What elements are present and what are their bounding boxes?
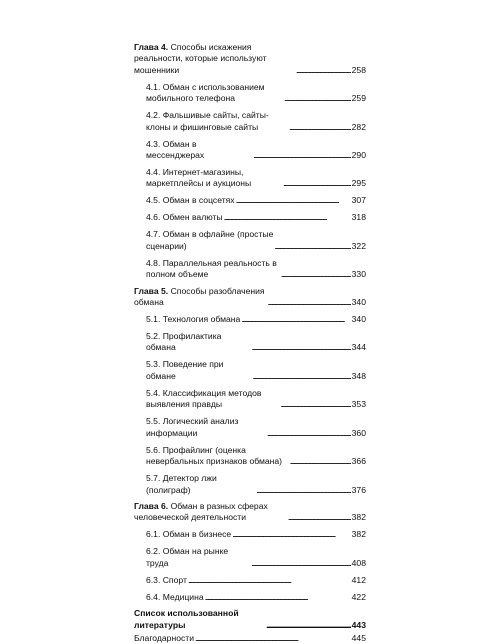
leader-dots (236, 195, 351, 206)
page-number: 307 (351, 195, 366, 206)
leader-dots (281, 269, 351, 280)
leader-dots (284, 93, 351, 104)
subitem-title: 4.3. Обман в мессенджерах (146, 138, 205, 161)
leader-dots (195, 633, 351, 644)
toc-subitem[interactable] (134, 445, 366, 468)
leader-dots (251, 558, 350, 569)
page-number: 290 (351, 150, 366, 161)
leader-dots (267, 428, 351, 439)
bibliography-entry[interactable] (134, 608, 366, 631)
subitem-title: 5.7. Детектор лжи (полиграф) (146, 473, 217, 495)
acknowledgements-title: Благодарности (134, 632, 195, 643)
subitem-title: 6.1. Обман в бизнесе (146, 529, 232, 540)
leader-dots (224, 212, 351, 223)
toc-subitem[interactable] (134, 212, 366, 223)
leader-dots (205, 592, 351, 603)
toc-subitem[interactable] (134, 359, 366, 382)
page-number: 282 (351, 121, 366, 132)
leader-dots (288, 512, 351, 523)
page-number: 382 (351, 512, 366, 523)
page-number: 340 (351, 314, 366, 325)
chapter-4-entry[interactable] (134, 42, 366, 76)
subitem-title: 5.1. Технология обмана (146, 314, 241, 325)
page-number: 330 (351, 269, 366, 280)
chapter-title: Глава 6. Обман в разных сферах человеческой деятельности (134, 500, 268, 523)
bibliography-title: Список использованной литературы (134, 608, 239, 630)
subitem-title: 4.8. Параллельная реальность в полном объеме (146, 257, 277, 280)
page-number: 408 (351, 557, 366, 568)
page-number: 445 (351, 632, 366, 643)
subitem-title: 6.4. Медицина (146, 591, 204, 602)
leader-dots (188, 575, 351, 586)
page-number: 258 (351, 64, 366, 75)
toc-subitem[interactable] (134, 195, 366, 206)
leader-dots (252, 371, 350, 382)
subitem-title: 4.4. Интернет-магазины, маркетплейсы и аукционы (146, 167, 252, 189)
chapter-5-entry[interactable] (134, 286, 366, 309)
toc-subitem[interactable] (134, 575, 366, 586)
page-number: 366 (351, 456, 366, 467)
leader-dots (256, 485, 351, 496)
subitem-title: 4.1. Обман с использованием мобильного телефона (146, 81, 265, 104)
page-number: 443 (351, 619, 366, 630)
subitem-title: 4.2. Фальшивые сайты, сайты-клоны и фишинговые сайты (146, 110, 269, 132)
toc-subitem[interactable] (134, 229, 366, 252)
page-number: 412 (351, 574, 366, 585)
page-number: 353 (351, 399, 366, 410)
page-number: 259 (351, 93, 366, 104)
leader-dots (296, 65, 351, 76)
leader-dots (274, 241, 350, 252)
page-number: 322 (351, 240, 366, 251)
leader-dots (280, 399, 350, 410)
leader-dots (251, 342, 350, 353)
table-of-contents (134, 42, 366, 644)
toc-subitem[interactable] (134, 331, 366, 354)
page-number: 295 (351, 178, 366, 189)
leader-dots (266, 620, 351, 631)
leader-dots (268, 297, 351, 308)
leader-dots (290, 456, 351, 467)
leader-dots (289, 122, 351, 133)
subitem-title: 4.7. Обман в офлайне (простые сценарии) (146, 229, 274, 251)
toc-subitem[interactable] (134, 546, 366, 569)
page-number: 422 (351, 591, 366, 602)
page-number: 360 (351, 427, 366, 438)
subitem-title: 5.4. Классификация методов выявления правды (146, 387, 262, 410)
toc-subitem[interactable] (134, 167, 366, 190)
leader-dots (241, 314, 350, 325)
toc-subitem[interactable] (134, 473, 366, 496)
toc-subitem[interactable] (134, 139, 366, 162)
subitem-title: 5.5. Логический анализ информации (146, 416, 239, 438)
page-number: 340 (351, 297, 366, 308)
chapter-title: Глава 4. Способы искажения реальности, которые используют мошенники (134, 42, 267, 75)
toc-subitem[interactable] (134, 110, 366, 133)
chapter-title: Глава 5. Способы разоблачения обмана (134, 285, 265, 308)
page-number: 348 (351, 370, 366, 381)
leader-dots (253, 150, 351, 161)
acknowledgements-entry[interactable] (134, 633, 366, 644)
subitem-title: 5.3. Поведение при обмане (146, 359, 224, 381)
page-number: 318 (351, 212, 366, 223)
subitem-title: 5.2. Профилактика обмана (146, 331, 222, 353)
chapter-6-entry[interactable] (134, 501, 366, 524)
subitem-title: 6.3. Спорт (146, 574, 187, 585)
toc-subitem[interactable] (134, 314, 366, 325)
leader-dots (232, 529, 350, 540)
page-number: 344 (351, 342, 366, 353)
subitem-title: 4.5. Обман в соцсетях (146, 195, 235, 206)
page-number: 376 (351, 484, 366, 495)
page-number: 382 (351, 529, 366, 540)
toc-subitem[interactable] (134, 592, 366, 603)
toc-subitem[interactable] (134, 388, 366, 411)
toc-subitem[interactable] (134, 416, 366, 439)
leader-dots (283, 178, 351, 189)
toc-subitem[interactable] (134, 258, 366, 281)
toc-subitem[interactable] (134, 529, 366, 540)
toc-subitem[interactable] (134, 82, 366, 105)
subitem-title: 5.6. Профайлинг (оценка невербальных признаков обмана) (146, 444, 283, 467)
subitem-title: 4.6. Обмен валюты (146, 212, 223, 223)
subitem-title: 6.2. Обман на рынке труда (146, 546, 229, 568)
